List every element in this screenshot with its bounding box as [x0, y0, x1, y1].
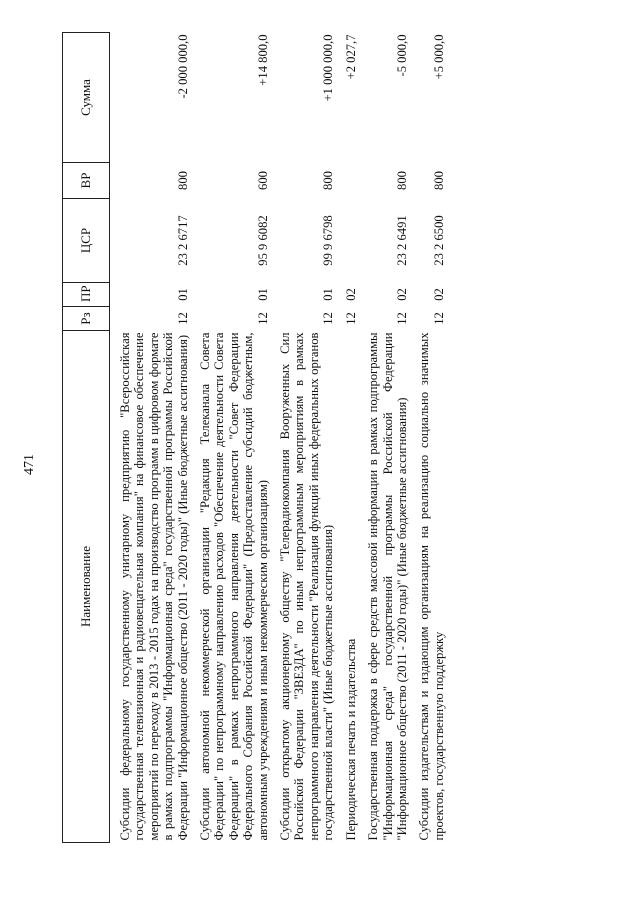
row-pr: 02: [394, 288, 409, 301]
row-name: Периодическая печать и издательства: [343, 638, 358, 841]
row-csr: 23 2 6491: [394, 215, 409, 266]
row-rz: 12: [431, 312, 446, 325]
row-vr: 800: [431, 171, 446, 190]
row-rz: 12: [255, 312, 270, 325]
row-sum: +1 000 000,0: [321, 34, 336, 102]
row-rz: 12: [321, 312, 336, 325]
row-name: Государственная поддержка в сфере средств массовой информации в рамках подпрограммы "Информационная среда" государственной программы Российской Федерации "Информационное общество (2011 - 2020 годы)" (Иные бюджетные ассигнования): [366, 332, 409, 841]
row-name: Субсидии автономной некоммерческой организации "Редакция Телеканала Совета Федерации" по непрограммному направлению расходов "Обеспечение деятельности Совета Федерации" в рамках непрограммного направления деятельности "Совет Федерации Федерального Собрания Российской Федерации" (Предоставление субсидий бюджетным, автономным учреждениям и иным некоммерческим организациям): [198, 332, 270, 841]
row-vr: 600: [255, 171, 270, 190]
table-row: [278, 33, 336, 843]
table-row: [198, 33, 270, 843]
row-csr: 23 2 6717: [175, 215, 190, 266]
table-row: [417, 33, 446, 843]
row-sum: -5 000,0: [394, 34, 409, 77]
row-sum: +2 027,7: [343, 34, 358, 80]
row-csr: [344, 199, 358, 283]
row-vr: 800: [394, 171, 409, 190]
table-row: [366, 33, 409, 843]
column-header-sum: Сумма: [63, 33, 110, 163]
row-vr: 800: [321, 171, 336, 190]
row-pr: 01: [255, 288, 270, 301]
column-header-name: Наименование: [63, 331, 110, 843]
row-csr: 99 9 6798: [321, 215, 336, 266]
row-vr: [344, 163, 358, 199]
column-header-vr: ВР: [63, 163, 110, 199]
column-header-rz: Рз: [63, 307, 110, 331]
row-pr: 01: [321, 288, 336, 301]
row-rz: 12: [343, 312, 358, 325]
page-number: 471: [22, 454, 37, 475]
row-sum: +5 000,0: [431, 34, 446, 80]
row-csr: 23 2 6500: [431, 215, 446, 266]
row-pr: 02: [431, 288, 446, 301]
row-csr: 95 9 6082: [255, 215, 270, 266]
column-header-csr: ЦСР: [63, 199, 110, 283]
row-pr: 01: [175, 288, 190, 301]
row-sum: -2 000 000,0: [175, 34, 190, 99]
row-name: Субсидии открытому акционерному обществу "Телерадиокомпания Вооруженных Сил Российской Федерации "ЗВЕЗДА" по иным непрограммным мероприятиям в рамках непрограммного направления деятельности "Реализация функций иных федеральных органов государственной власти" (Иные бюджетные ассигнования): [278, 332, 336, 841]
table-row: [344, 33, 358, 843]
table-row: [118, 33, 190, 843]
row-rz: 12: [394, 312, 409, 325]
row-name: Субсидии федеральному государственному унитарному предприятию "Всероссийская государственная телевизионная и радиовещательная компания" на финансовое обеспечение мероприятий по переходу в 2013 - 2015 годах на производство программ в цифровом формате в рамках подпрограммы "Информационная среда" государственной программы Российской Федерации "Информационное общество (2011 - 2020 годы)" (Иные бюджетные ассигнования): [118, 332, 190, 841]
row-pr: 02: [343, 288, 358, 301]
column-header-pr: ПР: [63, 283, 110, 307]
row-rz: 12: [175, 312, 190, 325]
row-sum: +14 800,0: [255, 34, 270, 86]
budget-table: [62, 32, 446, 843]
table-header-row: [63, 33, 110, 843]
row-vr: 800: [175, 171, 190, 190]
row-name: Субсидии издательствам и издающим организациям на реализацию социально значимых проектов, государственную поддержку: [417, 332, 446, 841]
